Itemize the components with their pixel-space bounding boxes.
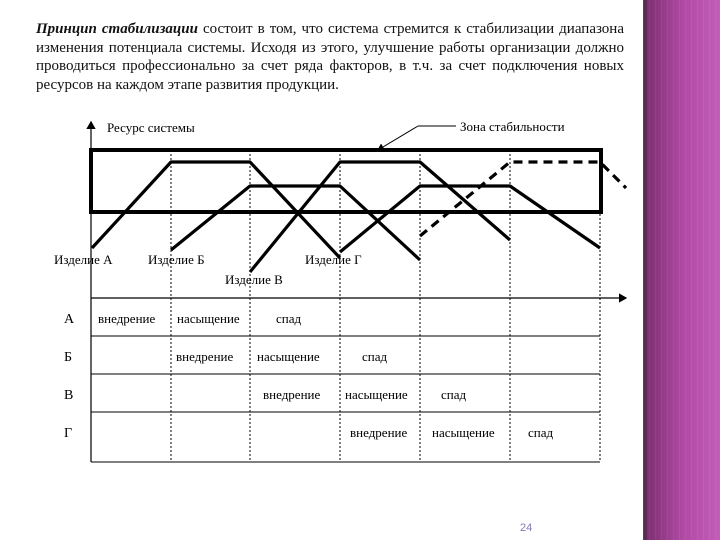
intro-text: состоит в том, что система стремится к стабилизации диапазона изменения потенциала системы. Исходя из этого, улучшение работы организации должно проводиться профессионально за счет ряда факторов, в т.ч. за счет подключения новых ресурсов на каждом этапе развития продукции.	[36, 21, 624, 93]
phase-decline: спад	[528, 425, 554, 440]
phase-decline: спад	[276, 311, 302, 326]
product-b-curve	[171, 186, 420, 260]
phase-saturation: насыщение	[345, 387, 408, 402]
zone-pointer	[378, 126, 418, 150]
product-a-label: Изделие А	[54, 252, 113, 267]
phase-intro: внедрение	[263, 387, 321, 402]
product-g-label: Изделие Г	[305, 252, 362, 267]
phase-intro: внедрение	[350, 425, 408, 440]
phase-saturation: насыщение	[177, 311, 240, 326]
phase-saturation: насыщение	[432, 425, 495, 440]
phase-decline: спад	[362, 349, 388, 364]
product-b-label: Изделие Б	[148, 252, 205, 267]
zone-label: Зона стабильности	[460, 119, 565, 134]
phase-intro: внедрение	[98, 311, 156, 326]
row-label: Б	[64, 350, 73, 365]
row-label: А	[64, 312, 75, 327]
stability-zone	[91, 150, 601, 212]
slide-number: 24	[520, 522, 533, 534]
y-axis-label: Ресурс системы	[107, 120, 195, 135]
row-label: Г	[64, 426, 73, 441]
phase-intro: внедрение	[176, 349, 234, 364]
phase-decline: спад	[441, 387, 467, 402]
sidebar-texture	[643, 0, 720, 540]
product-v-label: Изделие В	[225, 272, 283, 287]
phase-saturation: насыщение	[257, 349, 320, 364]
row-label: В	[64, 388, 74, 403]
decorative-sidebar	[643, 0, 720, 540]
intro-emphasis: Принцип стабилизации	[36, 21, 198, 37]
product-next-curve	[420, 162, 626, 236]
